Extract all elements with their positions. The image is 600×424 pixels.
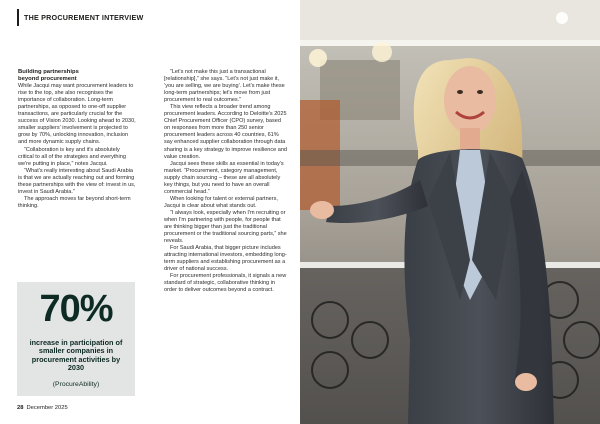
issue-date: December 2025 (26, 405, 68, 411)
portrait-illustration (300, 0, 600, 424)
header-rule (17, 9, 19, 26)
portrait-photo (300, 0, 600, 424)
article-column-1 (18, 69, 136, 210)
paragraph: “Collaboration is key and it's absolutely critical to all of the strategies and everything we're putting in place,” notes Jacqui. (18, 146, 126, 167)
page-footer (17, 405, 68, 411)
article-column-2 (164, 69, 288, 295)
subheading-line-2: beyond procurement (18, 76, 77, 83)
paragraph: Jacqui sees these skills as essential in today's market. “Procurement, category management, supply chain sourcing – these are all absolutely key things, but you need to have an overall commercial head.” (164, 160, 284, 195)
paragraph: This view reflects a broader trend among procurement leaders. According to Deloitte's 2025 Chief Procurement Officer (CPO) survey, based on responses from more than 250 senior procurement leaders across 40 countries, 61% say enhanced supplier collaboration through data sharing is a key strategy to improve resilience and value creation. (164, 104, 288, 160)
stat-caption: increase in participation of smaller companies in procurement activities by 2030 (29, 338, 123, 372)
paragraph: “What's really interesting about Saudi Arabia is that we are actually reaching out and forming these partnerships with the view of: invest in us, invest in Saudi Arabia.” (18, 167, 136, 195)
stat-callout (17, 282, 135, 396)
stat-source: (ProcureAbility) (52, 381, 100, 388)
paragraph: While Jacqui may want procurement leaders to rise to the top, she also recognises the importance of collaboration. Long-term partnerships, as opposed to one-off supplier transactions, are particularly crucial for the success of Vision 2030. Looking ahead to 2030, smaller suppliers' involvement is projected to grow by 70%, unlocking innovation, inclusion and more dynamic supply chains. (18, 83, 136, 146)
paragraph: “Let's not make this just a transactional [relationship],” she says. “Let's not just make it, ‘you are selling, we are buying’. Let's make these long-term partnerships; let's move from just procurement to real outcomes.” (164, 69, 285, 104)
page-number: 28 (17, 405, 24, 411)
paragraph: When looking for talent or external partners, Jacqui is clear about what stands out. (164, 195, 278, 209)
stat-number: 70% (39, 288, 113, 330)
subheading (18, 69, 136, 83)
subheading-line-1: Building partnerships (18, 69, 79, 75)
section-header: THE PROCUREMENT INTERVIEW (24, 13, 144, 22)
paragraph: For procurement professionals, it signals a new standard of strategic, collaborative thinking in order to deliver outcomes beyond a contract. (164, 273, 287, 294)
paragraph: “I always look, especially when I'm recruiting or when I'm partnering with people, for people that are thinking bigger than just the traditional procurement or the traditional sourcing parts,” she reveals. (164, 209, 287, 245)
paragraph: For Saudi Arabia, that bigger picture includes attracting international investors, embedding long-term suppliers and establishing procurement as a driver of national success. (164, 245, 287, 273)
paragraph: The approach moves far beyond short-term thinking. (18, 195, 131, 209)
